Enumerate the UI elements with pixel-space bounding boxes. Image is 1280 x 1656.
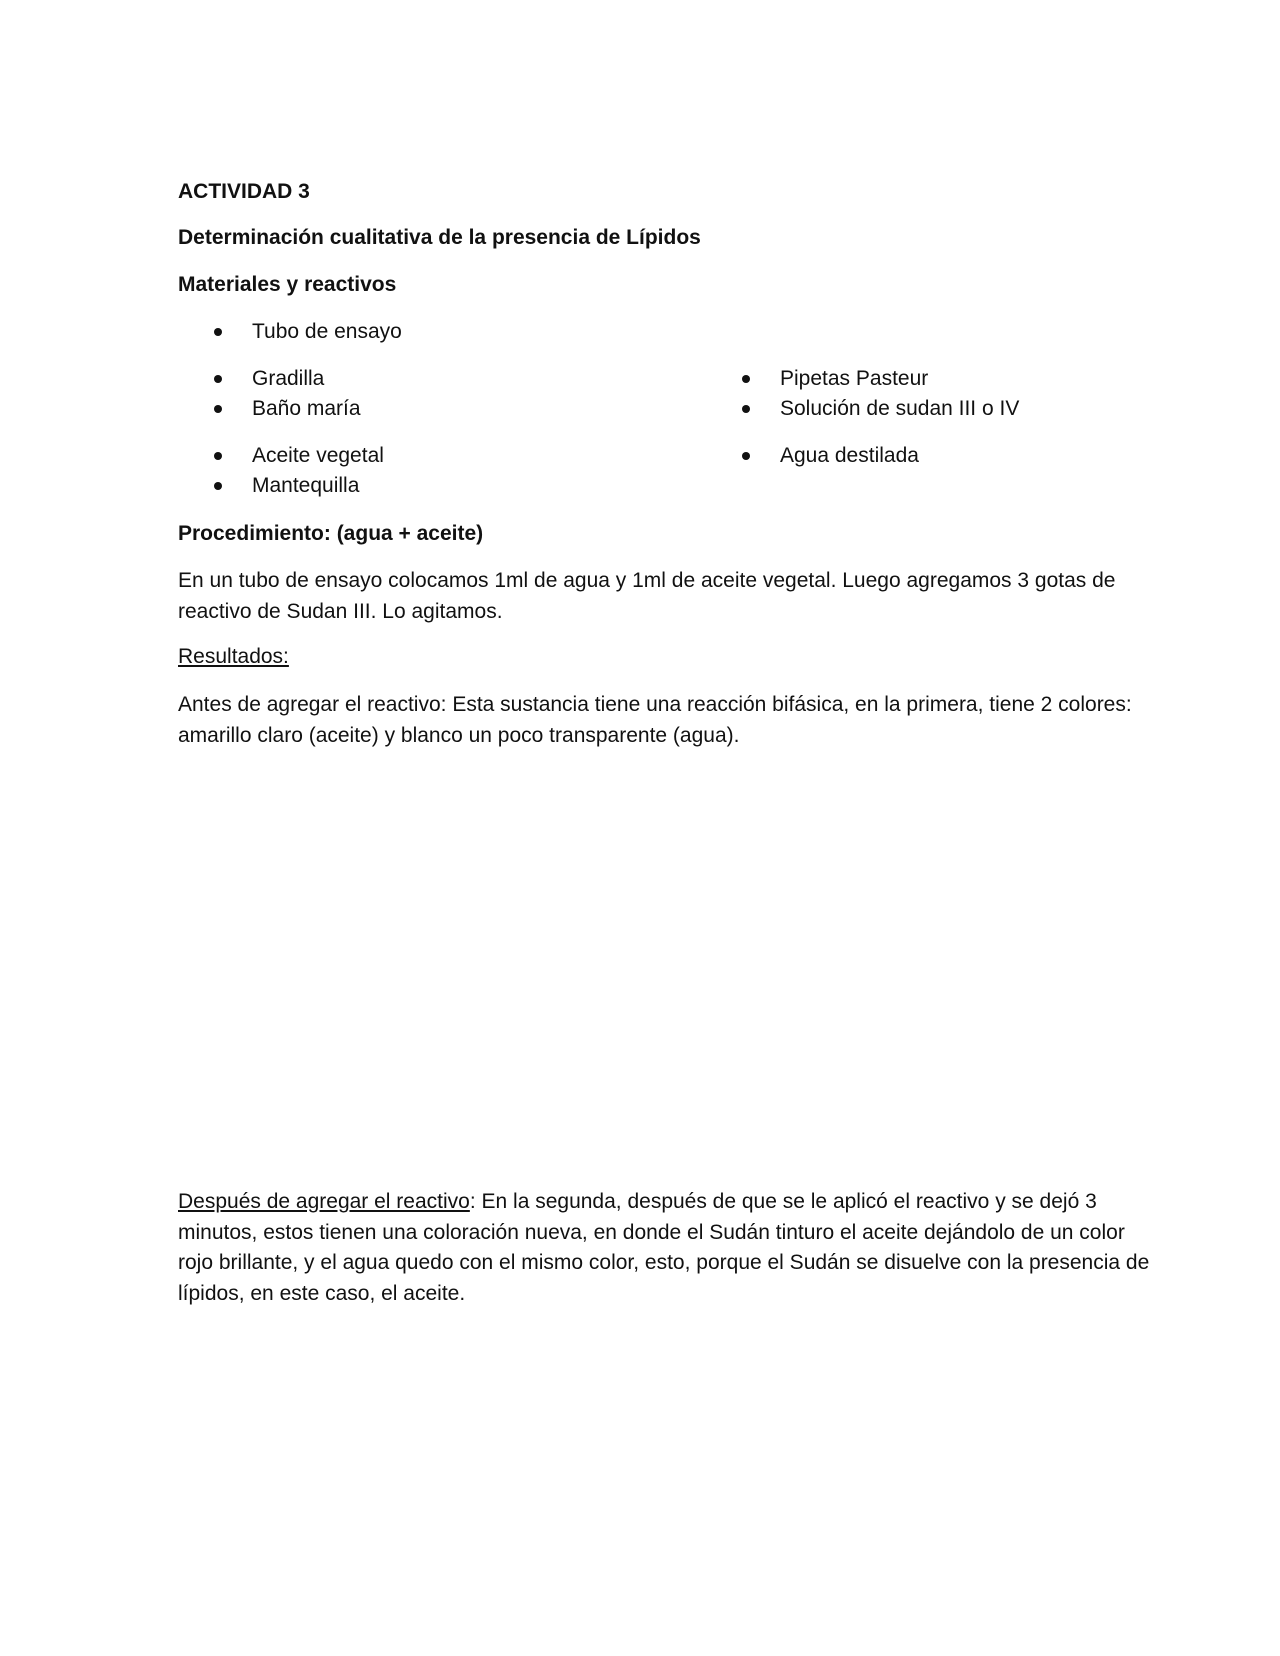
bullet-icon xyxy=(214,482,222,490)
material-label: Agua destilada xyxy=(780,444,919,467)
bullet-icon xyxy=(214,328,222,336)
bullet-icon xyxy=(742,405,750,413)
material-label: Aceite vegetal xyxy=(252,444,384,467)
procedure-heading: Procedimiento: (agua + aceite) xyxy=(178,522,484,545)
bullet-icon xyxy=(742,375,750,383)
document-subtitle: Determinación cualitativa de la presencia de Lípidos xyxy=(178,226,701,249)
after-reagent-label: Después de agregar el reactivo xyxy=(178,1190,470,1213)
material-label: Solución de sudan III o IV xyxy=(780,397,1020,420)
after-reagent-text: : En la segunda, después de que se le aplicó el reactivo y se dejó 3 minutos, estos tienen una coloración nueva, en donde el Sudán tinturo el aceite dejándolo de un color rojo brillante, y el agua quedo con el mismo color, esto, porque el Sudán se disuelve con la presencia de lípidos, en este caso, el aceite. xyxy=(178,1190,1150,1305)
bullet-icon xyxy=(214,452,222,460)
material-label: Baño maría xyxy=(252,397,361,420)
bullet-icon xyxy=(214,375,222,383)
activity-title: ACTIVIDAD 3 xyxy=(178,180,310,203)
material-label: Mantequilla xyxy=(252,474,360,497)
material-label: Pipetas Pasteur xyxy=(780,367,929,390)
material-label: Tubo de ensayo xyxy=(252,320,402,343)
procedure-paragraph: En un tubo de ensayo colocamos 1ml de agua y 1ml de aceite vegetal. Luego agregamos 3 gotas de reactivo de Sudan III. Lo agitamos. xyxy=(178,569,1116,623)
materials-heading: Materiales y reactivos xyxy=(178,273,397,296)
results-heading: Resultados: xyxy=(178,645,289,668)
material-label: Gradilla xyxy=(252,367,325,390)
bullet-icon xyxy=(214,405,222,413)
after-reagent-paragraph xyxy=(178,1187,1158,1309)
before-reagent-paragraph: Antes de agregar el reactivo: Esta sustancia tiene una reacción bifásica, en la primera, tiene 2 colores: amarillo claro (aceite) y blanco un poco transparente (agua). xyxy=(178,693,1132,747)
bullet-icon xyxy=(742,452,750,460)
